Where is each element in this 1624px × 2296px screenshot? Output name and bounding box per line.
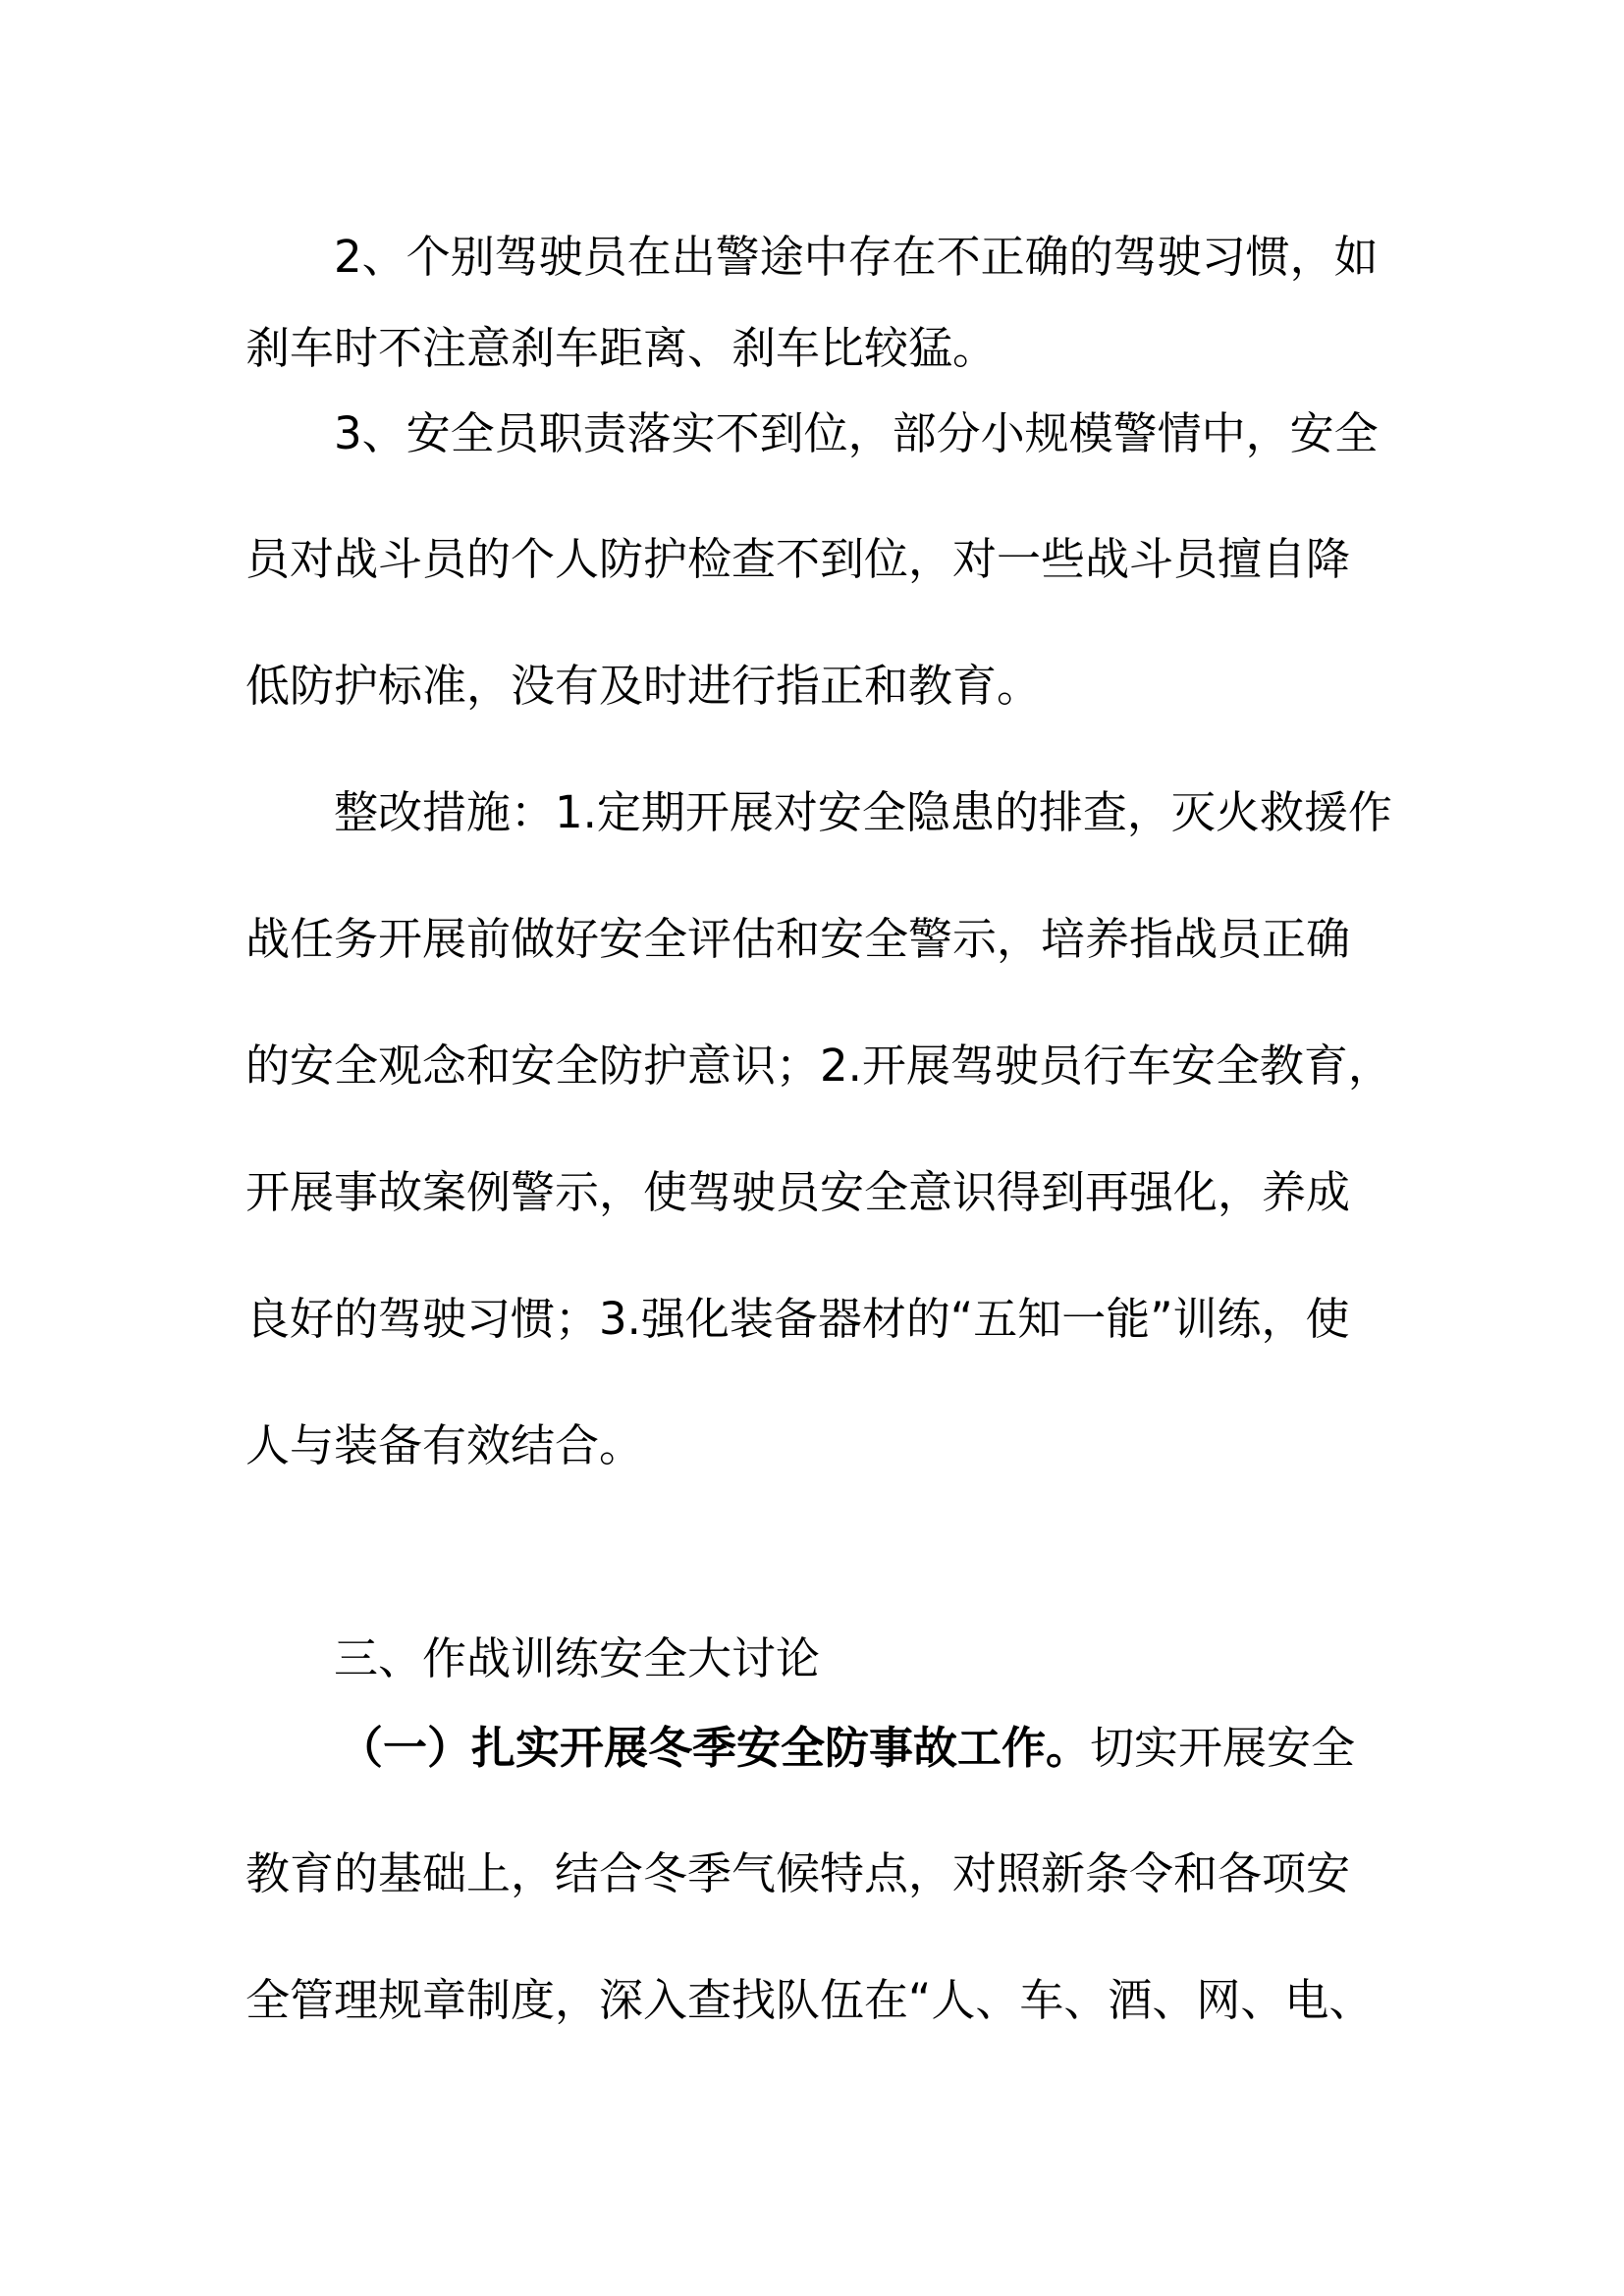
rectification-line-5: 良好的驾驶习惯；3.强化装备器材的“五知一能”训练，使 bbox=[245, 1293, 1350, 1345]
rectification-line-6: 人与装备有效结合。 bbox=[245, 1419, 644, 1471]
subsection-1-bold-lead: （一）扎实开展冬季安全防事故工作。 bbox=[339, 1722, 1091, 1774]
paragraph-2-line-2: 刹车时不注意刹车距离、刹车比较猛。 bbox=[245, 322, 998, 374]
subsection-1-line-2: 教育的基础上，结合冬季气候特点，对照新条令和各项安 bbox=[245, 1847, 1351, 1899]
paragraph-3-line-3: 低防护标准，没有及时进行指正和教育。 bbox=[245, 660, 1042, 712]
rectification-line-4: 开展事故案例警示，使驾驶员安全意识得到再强化，养成 bbox=[245, 1166, 1351, 1218]
paragraph-2-line-1: 2、个别驾驶员在出警途中存在不正确的驾驶习惯，如 bbox=[334, 231, 1379, 283]
rectification-line-2: 战任务开展前做好安全评估和安全警示，培养指战员正确 bbox=[245, 913, 1351, 965]
subsection-1-line-3: 全管理规章制度，深入查找队伍在“人、车、酒、网、电、 bbox=[245, 1974, 1374, 2026]
section-3-heading: 三、作战训练安全大讨论 bbox=[334, 1632, 821, 1684]
subsection-1-line-1-rest: 切实开展安全 bbox=[1090, 1722, 1356, 1774]
rectification-line-1: 整改措施：1.定期开展对安全隐患的排查，灭火救援作 bbox=[334, 786, 1392, 838]
paragraph-3-line-2: 员对战斗员的个人防护检查不到位，对一些战斗员擅自降 bbox=[245, 533, 1351, 585]
paragraph-3-line-1: 3、安全员职责落实不到位，部分小规模警情中，安全 bbox=[334, 407, 1379, 459]
rectification-line-3: 的安全观念和安全防护意识；2.开展驾驶员行车安全教育， bbox=[245, 1040, 1392, 1092]
subsection-1-line-1 bbox=[339, 1717, 1394, 1780]
